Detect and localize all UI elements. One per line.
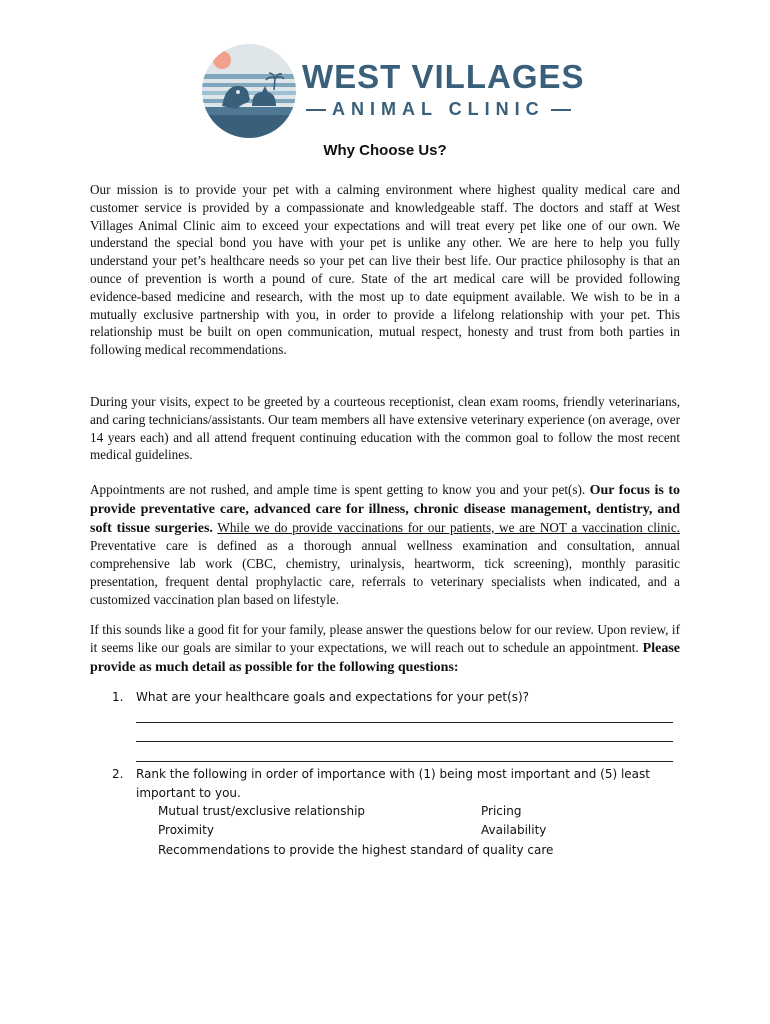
ranking-option: Proximity <box>158 823 214 837</box>
question-number: 1. <box>112 690 124 704</box>
logo-badge-icon <box>202 44 296 138</box>
answer-line[interactable] <box>136 722 673 723</box>
logo-clinic-name: WEST VILLAGES <box>302 58 585 95</box>
detail-instruction: Please provide as much detail as possible for the following questions: <box>90 640 680 675</box>
ranking-option: Availability <box>481 823 547 837</box>
appointments-paragraph <box>90 481 680 609</box>
question-text: What are your healthcare goals and expectations for your pet(s)? <box>136 690 530 704</box>
mission-paragraph: Our mission is to provide your pet with a calming environment where highest quality medical care and customer service is provided by a compassionate and knowledgeable staff. The doctors and staff at West Villages Animal Clinic aim to exceed your expectations and will treat every pet like one of our own. We understand the special bond you have with your pet is unlike any other. We are here to help you fully understand your pet’s healthcare needs so your pet can live their best life. Our practice philosophy is that an ounce of prevention is worth a pound of cure. State of the art medical care will be provided following evidence-based medicine and research, with the most up to date equipment available. We wish to be in a mutually exclusive partnership with you, in order to provide a lifelong relationship with your pet. This relationship must be built on open communication, mutual respect, honesty and trust from both parties in following medical recommendations. <box>90 182 680 358</box>
preventative-care-text: Preventative care is defined as a thorough annual wellness examination and consultation, annual comprehensive lab work (CBC, chemistry, urinalysis, heartworm, tick screening), monthly parasitic presentation, frequent dental prophylactic care, referrals to veterinary specialists when indicated, and a customized vaccination plan based on lifestyle. <box>90 538 680 607</box>
logo-dash-right <box>551 109 571 111</box>
logo-subtitle-text: ANIMAL CLINIC <box>332 99 545 119</box>
ranking-option: Pricing <box>481 804 522 818</box>
ranking-option: Mutual trust/exclusive relationship <box>158 804 366 818</box>
question-text: Rank the following in order of importance with (1) being most important and (5) least important to you. <box>136 767 650 800</box>
focus-statement: Our focus is to provide preventative care, advanced care for illness, chronic disease management, dentistry, and soft tissue surgeries. <box>90 483 681 536</box>
review-paragraph <box>90 621 680 676</box>
page-title: Why Choose Us? <box>323 142 447 159</box>
appointments-intro: Appointments are not rushed, and ample time is spent getting to know you and your pet(s). <box>90 482 586 497</box>
question-number: 2. <box>112 767 124 781</box>
review-text: If this sounds like a good fit for your family, please answer the questions below for our review. Upon review, if it seems like our goals are similar to your expectations, we will reach out to schedule an appointment. <box>90 622 680 655</box>
ranking-option: Recommendations to provide the highest standard of quality care <box>158 843 554 857</box>
vaccination-note: While we do provide vaccinations for our patients, we are NOT a vaccination clinic. <box>217 519 680 535</box>
clinic-logo <box>202 44 585 140</box>
logo-subtitle <box>306 99 571 120</box>
logo-dash-left <box>306 109 326 111</box>
answer-line[interactable] <box>136 741 673 742</box>
answer-line[interactable] <box>136 761 673 762</box>
visits-paragraph: During your visits, expect to be greeted by a courteous receptionist, clean exam rooms, friendly veterinarians, and caring technicians/assistants. Our team members all have extensive veterinary experience (on average, over 14 years each) and all attend frequent continuing education with the common goal to follow the most recent medical guidelines. <box>90 394 680 463</box>
